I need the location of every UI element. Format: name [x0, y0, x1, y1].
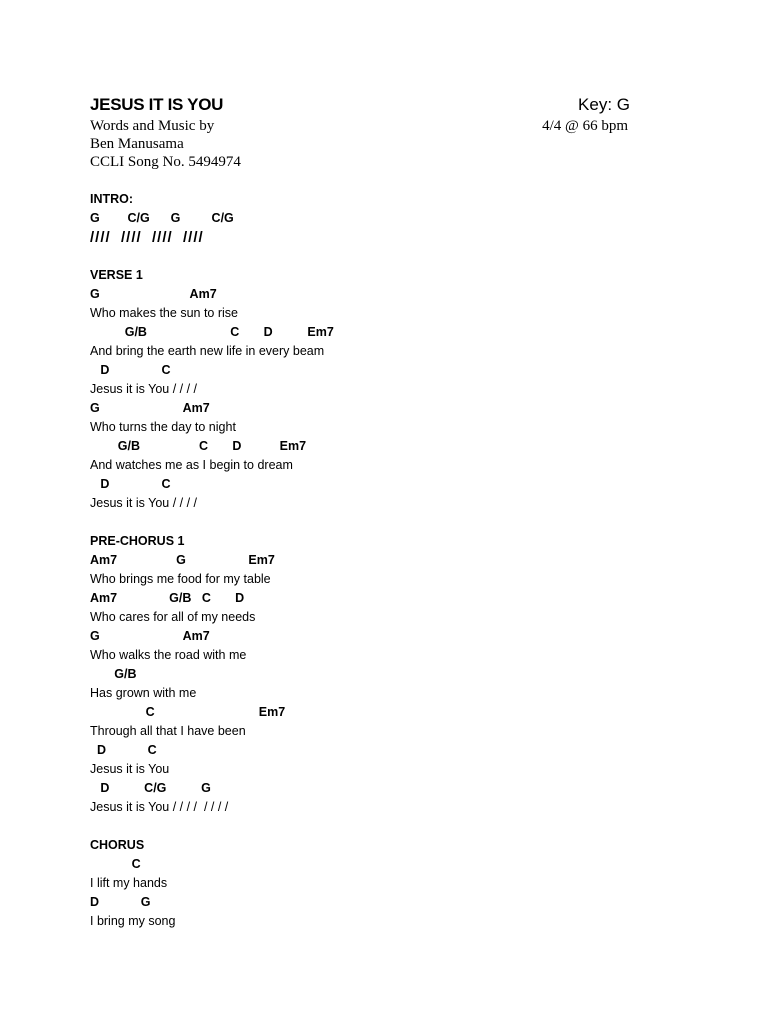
lyric-line: Through all that I have been	[90, 724, 246, 738]
chord-line: G Am7	[90, 401, 210, 415]
song-body	[90, 190, 690, 931]
author-name: Ben Manusama	[90, 136, 184, 152]
chord-line: G Am7	[90, 287, 217, 301]
lyric-line: Jesus it is You / / / /	[90, 382, 198, 396]
song-key: Key: G	[578, 95, 630, 114]
lyric-line: Jesus it is You	[90, 762, 170, 776]
tempo: 4/4 @ 66 bpm	[542, 118, 628, 134]
lyric-line: And bring the earth new life in every beam	[90, 344, 325, 358]
ccli-number: CCLI Song No. 5494974	[90, 154, 241, 170]
chord-line: D C	[90, 363, 171, 377]
lyric-line: Who walks the road with me	[90, 648, 247, 662]
credit-line: Words and Music by	[90, 118, 215, 134]
chord-line: Am7 G/B C D	[90, 591, 245, 605]
lyric-line: Jesus it is You / / / /	[90, 496, 198, 510]
section-heading-verse-1: VERSE 1	[90, 268, 143, 282]
chord-line: D C	[90, 477, 171, 491]
lyric-line: Who cares for all of my needs	[90, 610, 256, 624]
song-title: JESUS IT IS YOU	[90, 95, 224, 114]
chord-line: G C/G G C/G	[90, 211, 234, 225]
lyric-line: Jesus it is You / / / / / / / /	[90, 800, 229, 814]
lyric-line: Has grown with me	[90, 686, 197, 700]
spacer	[90, 817, 690, 836]
lyric-line: Who brings me food for my table	[90, 572, 271, 586]
chord-line: G/B C D Em7	[90, 439, 307, 453]
lyric-line: Who makes the sun to rise	[90, 306, 238, 320]
spacer	[90, 247, 690, 266]
section-heading-chorus: CHORUS	[90, 838, 145, 852]
spacer	[90, 513, 690, 532]
lyric-line: I bring my song	[90, 914, 176, 928]
lyric-line: And watches me as I begin to dream	[90, 458, 293, 472]
chord-line: D C/G G	[90, 781, 211, 795]
chord-line: G/B C D Em7	[90, 325, 334, 339]
chord-line: C Em7	[90, 705, 286, 719]
chord-line: D C	[90, 743, 157, 757]
lyric-line: Who turns the day to night	[90, 420, 236, 434]
section-heading-intro: INTRO:	[90, 192, 134, 206]
beat-slashes: //// //// //// ////	[90, 229, 204, 246]
chord-line: D G	[90, 895, 151, 909]
lyric-line: I lift my hands	[90, 876, 168, 890]
chord-line: C	[90, 857, 141, 871]
chord-line: Am7 G Em7	[90, 553, 275, 567]
section-heading-pre-chorus-1: PRE-CHORUS 1	[90, 534, 185, 548]
chord-line: G/B	[90, 667, 137, 681]
chord-line: G Am7	[90, 629, 210, 643]
